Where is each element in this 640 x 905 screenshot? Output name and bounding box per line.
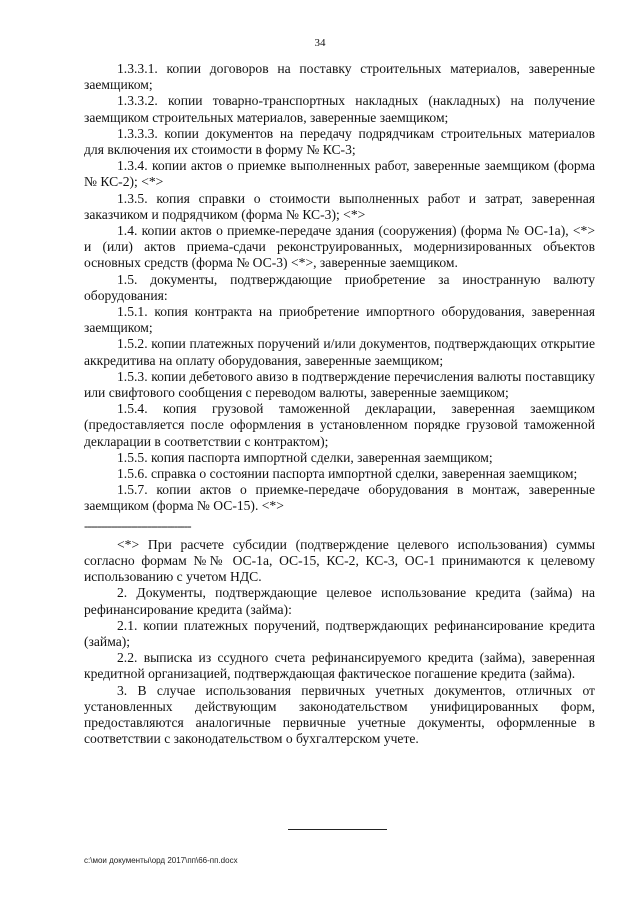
paragraph-2: 2. Документы, подтверждающие целевое использование кредита (займа) на рефинансирование кредита (займа): bbox=[84, 585, 595, 617]
paragraph-1-3-3-2: 1.3.3.2. копии товарно-транспортных накладных (накладных) на получение заемщиком строительных материалов, заверенные заемщиком; bbox=[84, 93, 595, 125]
footnote-separator: -------------------------------- bbox=[84, 518, 191, 533]
paragraph-3: 3. В случае использования первичных учетных документов, отличных от установленных действующим законодательством унифицированных форм, предоставляются аналогичные первичные учетные документы, оформленные в соответствии с законодательством о бухгалтерском учете. bbox=[84, 682, 595, 747]
paragraph-1-4: 1.4. копии актов о приемке-передаче здания (сооружения) (форма № ОС-1а), <*> и (или) актов приема-сдачи реконструированных, модернизированных объектов основных средств (форма № ОС-3) <*>, заверенные заемщиком. bbox=[84, 223, 595, 271]
paragraph-1-5-7: 1.5.7. копии актов о приемке-передаче оборудования в монтаж, заверенные заемщиком (форма № ОС-15). <*> bbox=[84, 482, 595, 514]
paragraph-1-3-3-1: 1.3.3.1. копии договоров на поставку строительных материалов, заверенные заемщиком; bbox=[84, 61, 595, 93]
page-number: 34 bbox=[314, 37, 326, 49]
paragraph-1-5-4: 1.5.4. копия грузовой таможенной декларации, заверенная заемщиком (предоставляется после оформления в установленном порядке грузовой таможенной декларации в соответствии с контрактом); bbox=[84, 401, 595, 449]
paragraph-2-2: 2.2. выписка из ссудного счета рефинансируемого кредита (займа), заверенная кредитной организацией, подтверждающая фактическое погашение кредита (займа). bbox=[84, 650, 595, 682]
paragraph-1-5-3: 1.5.3. копии дебетового авизо в подтверждение перечисления валюты поставщику или свифтового сообщения с переводом валюты, заверенные заемщиком; bbox=[84, 368, 595, 401]
footnote-paragraph: <*> При расчете субсидии (подтверждение целевого использования) суммы согласно формам №№ ОС-1а, ОС-15, КС-2, КС-3, ОС-1 принимаются к целевому использованию с учетом НДС. bbox=[84, 536, 595, 585]
footer-file-path: c:\мои документы\орд 2017\пп\66-пп.docx bbox=[84, 856, 238, 865]
paragraph-1-5-5: 1.5.5. копия паспорта импортной сделки, заверенная заемщиком; bbox=[117, 449, 493, 465]
paragraph-1-5-1: 1.5.1. копия контракта на приобретение импортного оборудования, заверенная заемщиком; bbox=[84, 304, 595, 336]
closing-divider-line bbox=[288, 829, 387, 830]
paragraph-1-3-3-3: 1.3.3.3. копии документов на передачу подрядчикам строительных материалов для включения их стоимости в форму № КС-3; bbox=[84, 125, 595, 158]
paragraph-1-5-6: 1.5.6. справка о состоянии паспорта импортной сделки, заверенная заемщиком; bbox=[117, 466, 578, 482]
paragraph-2-1: 2.1. копии платежных поручений, подтверждающих рефинансирование кредита (займа); bbox=[84, 617, 595, 649]
document-body bbox=[84, 61, 595, 747]
paragraph-1-3-4: 1.3.4. копии актов о приемке выполненных работ, заверенные заемщиком (форма № КС-2); <*> bbox=[84, 158, 595, 190]
paragraph-1-5: 1.5. документы, подтверждающие приобретение за иностранную валюту оборудования: bbox=[84, 271, 595, 303]
paragraph-1-5-2: 1.5.2. копии платежных поручений и/или документов, подтверждающих открытие аккредитива на оплату оборудования, заверенные заемщиком; bbox=[84, 336, 595, 368]
paragraph-1-3-5: 1.3.5. копия справки о стоимости выполненных работ и затрат, заверенная заказчиком и подрядчиком (форма № КС-3); <*> bbox=[84, 190, 595, 222]
